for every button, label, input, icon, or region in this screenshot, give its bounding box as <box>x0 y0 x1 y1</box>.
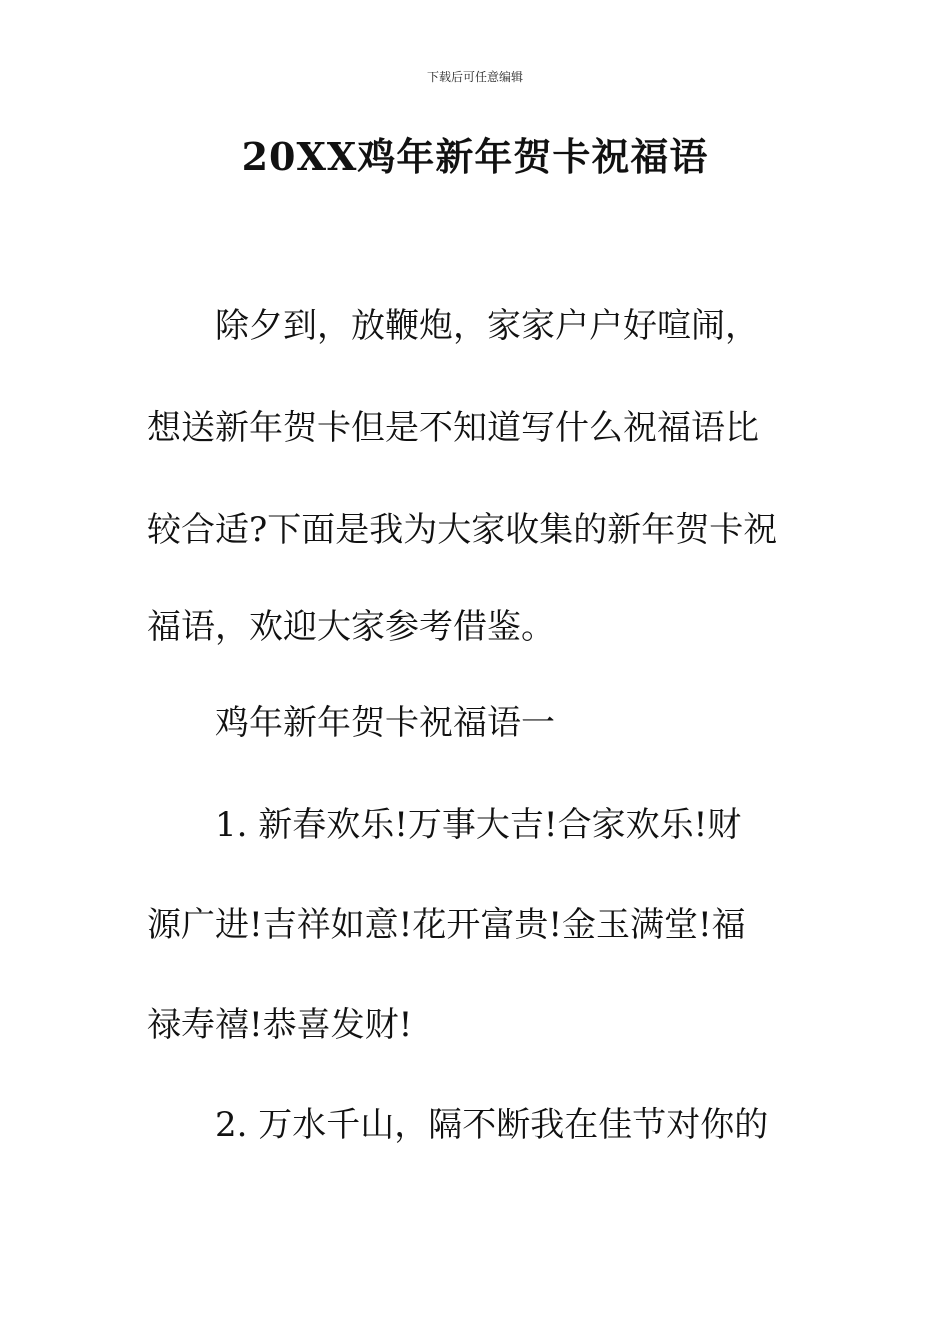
list-item-line: 禄寿禧!恭喜发财! <box>147 1005 413 1045</box>
list-item-line: 源广进!吉祥如意!花开富贵!金玉满堂!福 <box>147 905 746 945</box>
paragraph-line: 福语，欢迎大家参考借鉴。 <box>147 607 555 647</box>
paragraph-line: 较合适?下面是我为大家收集的新年贺卡祝 <box>147 510 778 550</box>
paragraph-line: 除夕到，放鞭炮，家家户户好喧闹， <box>215 306 759 346</box>
header-note: 下载后可任意编辑 <box>426 70 523 84</box>
section-heading: 鸡年新年贺卡祝福语一 <box>215 703 555 743</box>
document-title: 20XX鸡年新年贺卡祝福语 <box>241 134 709 179</box>
paragraph-line: 想送新年贺卡但是不知道写什么祝福语比 <box>147 408 759 448</box>
list-item-line: 2. 万水千山，隔不断我在佳节对你的 <box>215 1105 769 1145</box>
list-item-line: 1. 新春欢乐!万事大吉!合家欢乐!财 <box>215 805 742 845</box>
